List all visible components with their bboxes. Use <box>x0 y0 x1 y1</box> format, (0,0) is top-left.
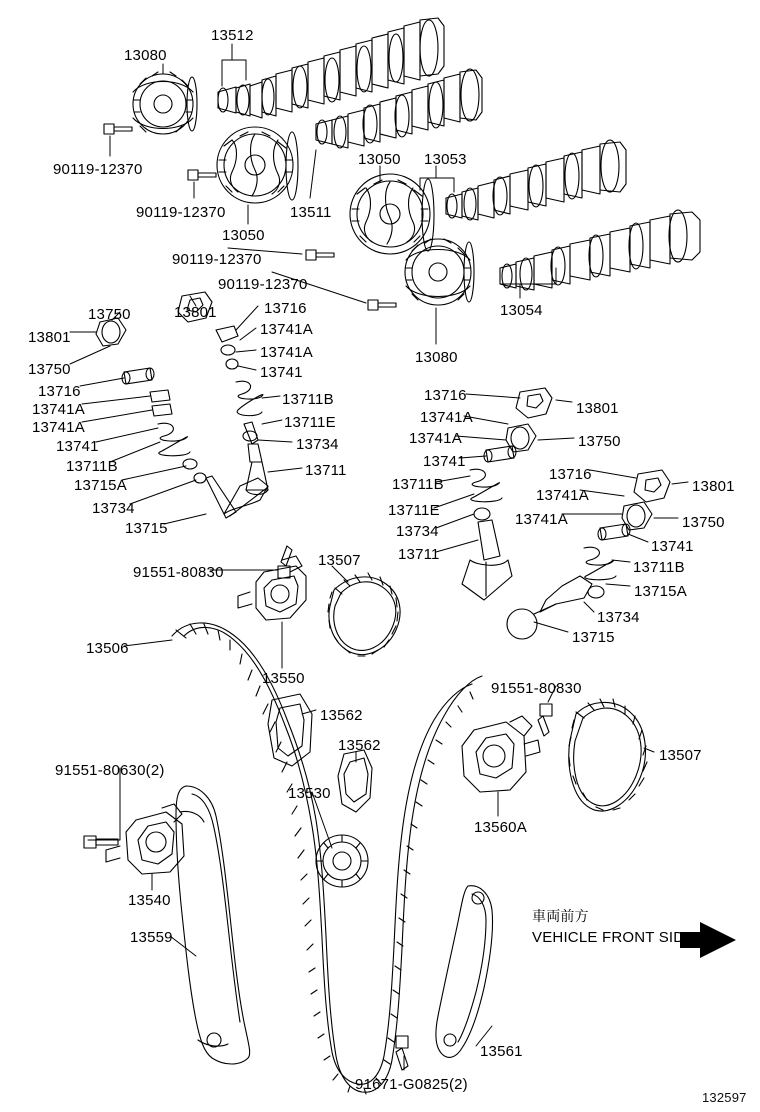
bolt-91551-80830-left <box>278 546 292 578</box>
part-label: 13711B <box>633 559 685 576</box>
part-label: 13741A <box>409 430 462 447</box>
part-label: 13741A <box>515 511 568 528</box>
part-label: 90119-12370 <box>218 276 308 293</box>
part-label: 13741A <box>32 419 85 436</box>
bolt-90119-3 <box>306 250 334 260</box>
part-label: 13711B <box>392 476 444 493</box>
part-label: 90119-12370 <box>136 204 226 221</box>
timing-chain-13507-right <box>569 699 647 811</box>
bolt-91551-80630 <box>84 836 118 848</box>
vvt-actuator-upper <box>133 72 197 134</box>
part-label: 13741A <box>536 487 589 504</box>
damper-13562-lower <box>338 750 372 812</box>
part-label: 13741 <box>423 453 466 470</box>
front-note-jp: 車両前方 <box>532 908 589 924</box>
part-label: 13711E <box>388 502 440 519</box>
part-label: 13715 <box>572 629 615 646</box>
part-label: 13716 <box>549 466 592 483</box>
part-label: 13560A <box>474 819 527 836</box>
part-label: 13711 <box>305 462 347 479</box>
part-label: 13559 <box>130 929 173 946</box>
part-label: 91551-80830 <box>491 680 582 697</box>
part-label: 13750 <box>28 361 71 378</box>
part-label: 13716 <box>424 387 467 404</box>
timing-chain-13506 <box>172 623 482 1094</box>
bolt-90119-1 <box>104 124 132 134</box>
part-label: 13741A <box>420 409 473 426</box>
part-label: 13050 <box>358 151 401 168</box>
part-label: 13715A <box>74 477 127 494</box>
part-label: 13741 <box>651 538 694 555</box>
part-label: 13734 <box>597 609 640 626</box>
timing-chain-13507-left <box>328 573 400 656</box>
part-label: 13711E <box>284 414 336 431</box>
part-label: 13741 <box>260 364 303 381</box>
part-label: 91671-G0825(2) <box>355 1076 468 1093</box>
figure-number: 132597 <box>702 1090 747 1105</box>
vvt-gear-middle <box>350 174 434 254</box>
vvt-gear-upper-left <box>217 127 298 203</box>
leader-lines <box>70 44 688 1070</box>
part-label: 13711 <box>398 546 440 563</box>
bolt-90119-2 <box>188 170 216 180</box>
part-label: 13511 <box>290 204 332 221</box>
front-note-en: VEHICLE FRONT SIDE <box>532 929 695 946</box>
damper-13562-upper <box>268 694 312 766</box>
bolt-91671-g0825 <box>396 1036 408 1070</box>
part-label: 91551-80630(2) <box>55 762 165 779</box>
part-label: 13801 <box>174 304 217 321</box>
part-label: 13507 <box>318 552 361 569</box>
part-label: 13734 <box>92 500 135 517</box>
sprocket-13530 <box>316 835 368 887</box>
part-label: 13507 <box>659 747 702 764</box>
part-label: 91551-80830 <box>133 564 224 581</box>
part-label: 13054 <box>500 302 543 319</box>
camshaft-right-1 <box>446 140 626 220</box>
part-label: 13801 <box>576 400 619 417</box>
part-label: 90119-12370 <box>172 251 262 268</box>
part-label: 13711B <box>282 391 334 408</box>
part-label: 13801 <box>692 478 735 495</box>
part-label: 90119-12370 <box>53 161 143 178</box>
part-label: 13734 <box>396 523 439 540</box>
camshaft-right-2 <box>500 210 700 290</box>
part-label: 13741A <box>260 321 313 338</box>
part-label: 13715A <box>634 583 687 600</box>
part-label: 13530 <box>288 785 331 802</box>
part-label: 13716 <box>264 300 307 317</box>
part-label: 13562 <box>338 737 381 754</box>
camshaft-upper-right <box>316 69 482 148</box>
bolt-91551-80830-right <box>538 704 552 736</box>
part-label: 13512 <box>211 27 254 44</box>
part-label: 13750 <box>578 433 621 450</box>
part-label: 13506 <box>86 640 129 657</box>
part-label: 13080 <box>124 47 167 64</box>
part-label: 13562 <box>320 707 363 724</box>
part-label: 13715 <box>125 520 168 537</box>
part-label: 13734 <box>296 436 339 453</box>
vvt-actuator-lower <box>405 239 474 305</box>
part-label: 13080 <box>415 349 458 366</box>
chain-tensioner-13560a <box>462 716 540 792</box>
part-label: 13750 <box>682 514 725 531</box>
bolt-90119-4 <box>368 300 396 310</box>
part-label: 13711B <box>66 458 118 475</box>
part-label: 13550 <box>262 670 305 687</box>
chain-damper-13550 <box>238 556 306 620</box>
part-label: 13540 <box>128 892 171 909</box>
part-label: 13741A <box>32 401 85 418</box>
part-label: 13561 <box>480 1043 523 1060</box>
part-label: 13053 <box>424 151 467 168</box>
part-label: 13741 <box>56 438 99 455</box>
chain-guide-13559 <box>176 786 250 1064</box>
part-label: 13750 <box>88 306 131 323</box>
part-label: 13050 <box>222 227 265 244</box>
part-label: 13801 <box>28 329 71 346</box>
part-label: 13741A <box>260 344 313 361</box>
part-label: 13716 <box>38 383 81 400</box>
chain-guide-13561 <box>436 886 493 1058</box>
